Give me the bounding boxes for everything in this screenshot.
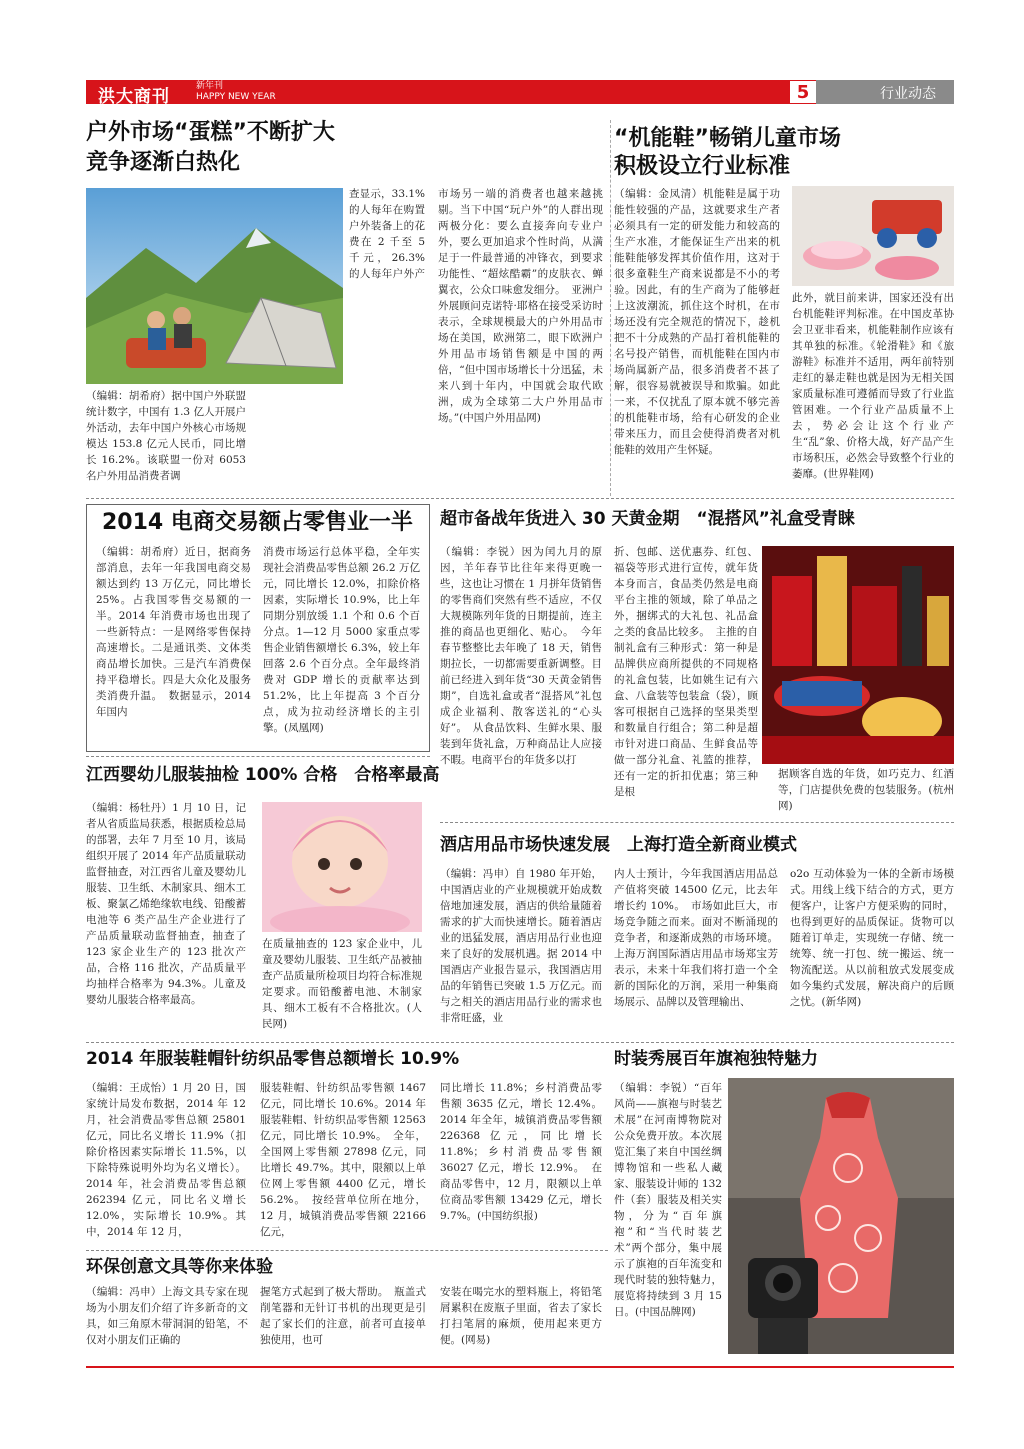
a7-title: 2014 年服装鞋帽针纺织品零售总额增长 10.9% <box>86 1049 460 1069</box>
a9-column-3: 安装在喝完水的塑料瓶上，将铅笔屑累积在废瓶子里面，省去了家长打扫笔屑的麻烦，使用起来更方便。(网易) <box>440 1286 602 1346</box>
a8-column-1: （编辑：李锐）“百年风尚——旗袍与时装艺术展”在河南博物院对公众免费开放。本次展览汇集了来自中国丝绸博物馆和一些私人藏家、服装设计师的 132 件（套）服装及相关实物，分为“百年旗袍”和“当代时装艺术”两个部分，集中展示了旗袍的百年流变和现代时装的独特魅力，展览将持续到 3 月 15 日。(中国品牌网) <box>614 1082 722 1318</box>
page-number: 5 <box>790 80 816 104</box>
a5-column-2: 在质量抽查的 123 家企业中，儿童及婴幼儿服装、卫生纸产品被抽查产品质量所检项目均符合标准规定要求。而铅酸蓄电池、木制家具、细木工板有不合格批次。(人民网) <box>262 938 422 1030</box>
row-divider-left <box>86 756 430 757</box>
a9-column-2: 握笔方式起到了极大帮助。 瓶盖式削笔器和无针订书机的出现更是引起了家长们的注意，前者可直接单独使用，也可 <box>260 1286 426 1346</box>
issue-en: HAPPY NEW YEAR <box>196 92 276 102</box>
camping-photo <box>86 188 343 384</box>
row-divider-2 <box>86 1042 954 1043</box>
baby-photo <box>262 802 422 932</box>
a8-title: 时装秀展百年旗袍独特魅力 <box>614 1049 818 1069</box>
a3-column-1: （编辑：胡希府）近日，据商务部消息，去年一年我国电商交易额达到约 13 万亿元，同比增长 25%。占我国零售交易额的一半。2014 年消费市场也出现了一些新特点：一是网络零售保持高速增长。二是通讯类、文体类商品增长加快。三是汽车消费保持平稳增长。四是大众化及服务类消费升温。 数据显示，2014 年国内 <box>96 546 251 718</box>
a1-column-2a <box>349 186 425 282</box>
row-divider <box>86 498 954 499</box>
gift-box-photo <box>762 546 954 764</box>
column-divider <box>610 120 611 496</box>
a6-column-2: 内人士预计，今年我国酒店用品总产值将突破 14500 亿元，比去年增长约 10%。 市场如此巨大，市场竞争随之而来。面对不断涌现的竞争者，和逐渐成熟的市场环境。上海万润国际酒店用品市场郑宝芳表示，未来十年我们将打造一个全新的国际化的万润，采用一种集商场展示、品牌以及管理输出、 <box>614 868 778 1008</box>
a7-column-1: （编辑：王成怡）1 月 20 日，国家统计局发布数据，2014 年 12 月，社会消费品零售总额 25801 亿元，同比名义增长 11.9%（扣除价格因素实际增长 11.5%，以下除特殊说明外均为名义增长）。2014 年，社会消费品零售总额 262394 亿元，同比名义增长 12.0%，实际增长 10.9%。其中，2014 年 12 月， <box>86 1082 246 1238</box>
a4-column-1: （编辑：李锐）因为闰九月的原因，羊年春节比往年来得更晚一些，这也让习惯在 1 月拼年货销售的零售商们突然有些不适应，不仅大规模陈列年货的日期提前，连主推的商品也更细化、贴心。 今年春节整整比去年晚了 18 天，销售期拉长，一切都需要重新调整。目前已经进入到年货“30 天黄金销售期”，自选礼盒或者“混搭风”礼包成企业福利、散客送礼的“心头好”。 从食品饮料、生鲜水果、服装到年货礼盒，万种商品让人应接不暇。电商平台的年货多以打 <box>440 546 602 766</box>
a6-title: 酒店用品市场快速发展 上海打造全新商业模式 <box>440 835 797 855</box>
a5-column-1: （编辑：杨牡丹）1 月 10 日，记者从省质监局获悉，根据质检总局的部署，去年 7 月至 10 月，该局组织开展了 2014 年产品质量联动监督抽查，对江西省儿童及婴幼儿服装、卫生纸、木制家具、细木工板、聚氯乙烯绝缘软电线、铅酸蓄电池等 6 类产品生产企业进行了产品质量联动监督抽查，抽查了 123 家企业生产的 123 批次产品，合格 116 批次，产品质量平均抽样合格率为 94.3%。儿童及婴幼儿服装合格率最高。 <box>86 802 246 1006</box>
a4-column-2: 折、包邮、送优惠券、红包、福袋等形式进行宣传，就年货本身而言，食品类仍然是电商平台主推的领域，除了单品之外，捆绑式的大礼包、礼品盒之类的食品比较多。 主推的自制礼盒有三种形式：第一种是品牌供应商所提供的不同规格的礼盒包装，比如姚生记有六盒、八盒装等包装盒（袋），顾客可根据自己选择的坚果类型和数量自行组合；第二种是超市针对进口商品、生鲜食品等做一部分礼盒、礼篮的推荐，还有一定的折扣优惠；第三种是根 <box>614 546 758 798</box>
a1-column-2b <box>265 388 425 496</box>
a1-column-1: （编辑：胡希府）据中国户外联盟统计数字，中国有 1.3 亿人开展户外活动，去年中国户外核心市场规模达 153.8 亿元人民币，同比增长 16.2%。该联盟一份对 6053 名户外用品消费者调 <box>86 390 246 482</box>
a1-column-3: 市场另一端的消费者也越来越挑剔。当下中国“玩户外”的人群出现两极分化：要么直接奔向专业户外，要么更加追求个性时尚，从满足于一件最普通的冲锋衣，到要求功能性、“超炫酷霸”的皮肤衣、蝉翼衣，公众口味愈发细分。 亚洲户外展顾问克诺特·耶格在接受采访时表示，全球规模最大的户外用品市场在美国，欧洲第二，眼下欧洲户外用品市场销售额是中国的两倍，“但中国市场增长十分迅猛，未来八到十年内，中国就会取代欧洲，成为全球第二大户外用品市场。”(中国户外用品网) <box>438 188 603 424</box>
header-red-bar <box>86 80 790 107</box>
issue-cn: 新年刊 <box>196 81 224 91</box>
masthead-logo: 洪大商刊 <box>98 87 170 107</box>
footer-rule <box>86 1366 954 1368</box>
a1-title-line2: 竞争逐渐白热化 <box>86 150 241 175</box>
a1-title-line1: 户外市场“蛋糕”不断扩大 <box>86 120 335 145</box>
a6-column-3: o2o 互动体验为一体的全新市场模式。用线上线下结合的方式，更方便客户，让客户方便采购的同时，也得到更好的品质保证。货物可以随着订单走，实现统一存储、统一统筹、统一打包、统一搬运、统一物流配送。从以前租放式发展变成如今集约式发展，解决商户的后顾之忧。(新华网) <box>790 868 954 1008</box>
a3-column-2: 消费市场运行总体平稳，全年实现社会消费品零售总额 26.2 万亿元，同比增长 12.0%，扣除价格因素，实际增长 10.9%，比上年同期分别放缓 1.1 个和 0.6 个百分点。1—12 月 5000 家重点零售企业销售额增长 6.3%，较上年回落 2.6 个百分点。全年最终消费对 GDP 增长的贡献率达到 51.2%，比上年提高 3 个百分点，成为拉动经济增长的主引擎。(凤凰网) <box>263 546 420 734</box>
a7-column-3: 同比增长 11.8%；乡村消费品零售额 3635 亿元，增长 12.4%。2014 年全年，城镇消费品零售额 226368 亿元，同比增长 11.8%；乡村消费品零售额 36027 亿元，增长 12.9%。 在商品零售中，12 月，限额以上单位商品零售额 13429 亿元，增长 9.7%。(中国纺织报) <box>440 1082 602 1222</box>
a9-column-1: （编辑：冯申）上海文具专家在现场为小朋友们介绍了许多新奇的文具，如三角原木带洞洞的铅笔，不仅对小朋友们正确的 <box>86 1286 248 1346</box>
a1-column-2-text: 查显示，33.1% 的人每年在购置户外装备上的花费在 2 千至 5 千元，26.3% 的人每年户外产 <box>349 188 425 280</box>
row-divider-3 <box>86 1250 608 1251</box>
a9-title: 环保创意文具等你来体验 <box>86 1257 273 1277</box>
a2-column-2: 此外，就目前来讲，国家还没有出台机能鞋评判标准。在中国皮革协会卫亚非看来，机能鞋制作应该有其单独的标准。《轮滑鞋》和《旅游鞋》标准并不适用，两年前特别走红的暴走鞋也就是因为无相关国家质量标准可遵循而导致了行业监管困难。一个行业产品质量不上去，势必会让这个行业产生“乱”象、价格大战，好产品产生市场积压，必然会导致整个行业的萎靡。(世界鞋网) <box>792 292 954 480</box>
a4-column-3: 据顾客自选的年货，如巧克力、红酒等，门店提供免费的包装服务。(杭州网) <box>778 768 954 812</box>
row-divider-right <box>440 822 954 823</box>
a2-title-line1: “机能鞋”畅销儿童市场 <box>614 126 841 151</box>
page-header <box>86 80 954 107</box>
kids-shoes-photo <box>792 186 954 286</box>
a3-title: 2014 电商交易额占零售业一半 <box>102 510 413 535</box>
a7-column-2: 服装鞋帽、针纺织品零售额 1467 亿元，同比增长 10.6%。2014 年服装鞋帽、针纺织品零售额 12563 亿元，同比增长 10.9%。 全年，全国网上零售额 27898 亿元，同比增长 49.7%。其中，限额以上单位网上零售额 4400 亿元，增长 56.2%。 按经营单位所在地分，12 月，城镇消费品零售额 22166 亿元， <box>260 1082 426 1238</box>
section-bar <box>816 80 954 104</box>
a2-column-1: （编辑：金凤清）机能鞋是属于功能性较强的产品，这就要求生产者必须具有一定的研发能力和较高的生产水准，才能保证生产出来的机能鞋能够发挥其价值作用，这对于很多童鞋生产商来说都是不小的考验。因此，有的生产商为了能够赶上这波潮流，抓住这个时机，在市场还没有完全规范的情况下，趁机把不十分成熟的产品打着机能鞋的名号投产销售，而机能鞋在国内市场尚属新产品，很多消费者不甚了解，很容易就被误导和欺骗。如此一来，不仅扰乱了原本就不够完善的机能鞋市场，给有心研发的企业带来压力，而且会使得消费者对机能鞋的效用产生怀疑。 <box>614 188 780 456</box>
a5-title: 江西婴幼儿服装抽检 100% 合格 合格率最高 <box>86 765 440 785</box>
section-title: 行业动态 <box>880 86 936 102</box>
issue-label <box>196 81 276 103</box>
qipao-dress-photo <box>728 1078 954 1354</box>
a4-title: 超市备战年货进入 30 天黄金期 “混搭风”礼盒受青睐 <box>440 509 855 529</box>
a2-title-line2: 积极设立行业标准 <box>614 154 791 179</box>
a6-column-1: （编辑：冯申）自 1980 年开始，中国酒店业的产业规模就开始成数倍地加速发展，酒店的供给量随着需求的扩大而快速增长。随着酒店业的迅猛发展，酒店用品行业也迎来了良好的发展机遇。据 2014 中国酒店产业报告显示，我国酒店用品的年销售已突破 1.5 万亿元。而与之相关的酒店用品行业的需求也非常旺盛，业 <box>440 868 602 1024</box>
